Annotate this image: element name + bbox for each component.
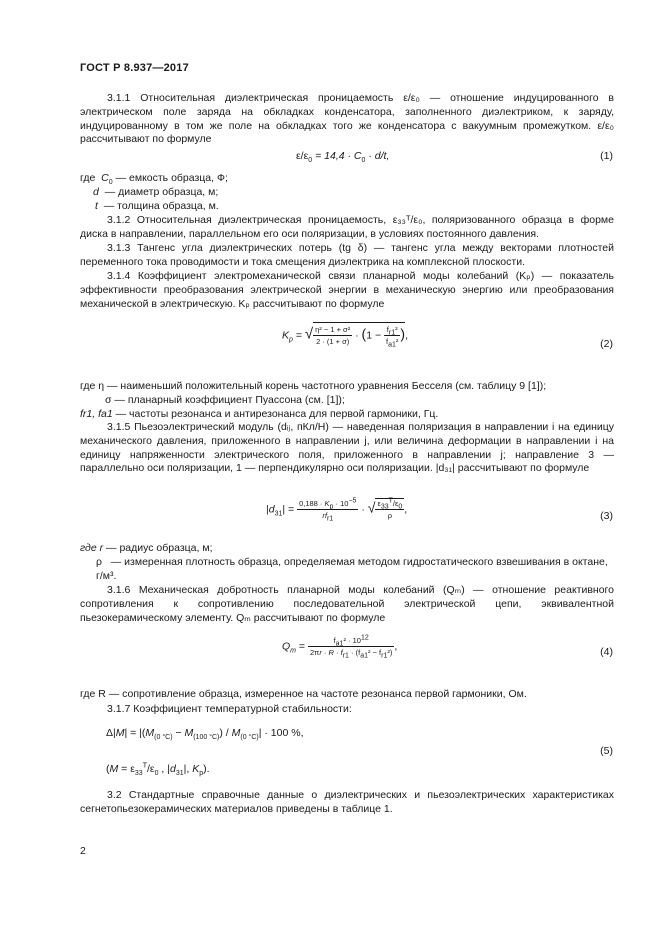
where-item: где r — радиус образца, м; [80, 542, 213, 554]
page-number: 2 [80, 845, 86, 857]
formula-5-line2: ($M = \varepsilon_{33}^T/\varepsilon_0$ , $|d_{31}|$, $K_p$). [106, 762, 210, 778]
where-item: где $C_0$ — емкость образца, Ф; [80, 172, 228, 187]
formula-3-number: (3) [600, 510, 613, 522]
paragraph-3-1-1: 3.1.1 Относительная диэлектрическая проницаемость ε/ε₀ — отношение индуцированного в электрическом поле заряда на обкладках конденсатора, заполненного диэлектриком, к заряду, индуцированному в том же поле на обкладках того же конденсатора с вакуумным промежутком. ε/ε₀ рассчитывают по формуле [80, 92, 614, 146]
paragraph-3-2: 3.2 Стандартные справочные данные о диэлектрических и пьезоэлектрических характеристиках сегнетопьезокерамических материалов приведены в таблице 1. [80, 789, 614, 815]
where-4: где R — сопротивление образца, измеренное на частоте резонанса первой гармоники, Ом. [80, 688, 527, 700]
formula-5-line1: $\Delta|M| = |(M_{(0 ^\circ C)} - M_{(100 ^\circ C)}) / M_{(0 ^\circ C)}| \cdot 100$ %, [106, 727, 304, 742]
paragraph-3-1-3: 3.1.3 Тангенс угла диэлектрических потерь (tg δ) — тангенс угла между векторами плотностей переменного тока проводимости и тока смещения диэлектрика на комплексной плоскости. [80, 242, 614, 268]
where-item: σ — планарный коэффициент Пуассона (см. [1]); [105, 393, 345, 406]
formula-4-number: (4) [600, 646, 613, 658]
document-header: ГОСТ Р 8.937—2017 [80, 62, 189, 74]
formula-1-number: (1) [600, 150, 613, 162]
where-list-2 [80, 380, 614, 421]
formula-2: $K_p$ = √ $\frac{\text{η² − 1 + σ²}}{2 \cdot (1 + \sigma)}$ · (1 − $\frac{f_{r1}^2}{f_{a1}^2}$ ), [282, 322, 408, 346]
where-list-3 [80, 542, 614, 583]
where-item: где η — наименьший положительный корень частотного уравнения Бесселя (см. таблицу 9 [1]); [80, 380, 547, 392]
formula-5-number: (5) [600, 745, 613, 757]
formula-1: $\varepsilon/\varepsilon_0 = 14,4 \cdot C_0 \cdot d/t$, [296, 150, 390, 165]
paragraph-3-1-6: 3.1.6 Механическая добротность планарной моды колебаний (Qₘ) — отношение реактивного сопротивления к сопротивлению последовательной электрической цепи, эквивалентной пьезокерамическому элементу. Qₘ рассчитывают по формуле [80, 584, 614, 624]
formula-4: $Q_m$ = $\frac{f_{a1}^2 \cdot 10^{12}}{2\pi r \cdot R \cdot f_{r1} \cdot (f_{a1}^2 - f_{r1}^2)}$ , [282, 634, 398, 660]
where-item: d — диаметр образца, м; [93, 185, 219, 198]
where-item: t — толщина образца, м. [95, 199, 219, 212]
where-item: ρ — измеренная плотность образца, определяемая методом гидростатического взвешивания в октане, г/м³. [96, 555, 608, 582]
where-list-1 [80, 172, 614, 213]
formula-3: $|d_{31}|$ = $\frac{0,188 \cdot K_p \cdot 10^{-5}}{rf_{r1}}$ · √ $\frac{\varepsilon_{33}^T/\varepsilon_0}{\rho}$ , [266, 497, 408, 523]
paragraph-3-1-7: 3.1.7 Коэффициент температурной стабильности: [107, 703, 352, 715]
paragraph-3-1-5: 3.1.5 Пьезоэлектрический модуль (dᵢⱼ, пКл/Н) — наведенная поляризация в направлении i на единицу механического давления, приложенного в направлении j, или величина деформации в направлении i на единицу напряженности электрического поля, приложенного в направлении j; направление 3 — параллельно оси поляризации, 1 — перпендикулярно оси поляризации. |d₃₁| рассчитывают по формуле [80, 421, 614, 475]
where-item: fr1, fa1 — частоты резонанса и антирезонанса для первой гармоники, Гц. [80, 407, 439, 420]
paragraph-3-1-2: 3.1.2 Относительная диэлектрическая проницаемость, ε₃₃ᵀ/ε₀, поляризованного образца в форме диска в направлении, параллельном его оси поляризации, в условиях постоянного давления. [80, 214, 614, 240]
formula-2-number: (2) [600, 338, 613, 350]
paragraph-3-1-4: 3.1.4 Коэффициент электромеханической связи планарной моды колебаний (Kₚ) — показатель эффективности преобразования электрической энергии в механическую энергию или преобразования механической в электрическую. Kₚ рассчитывают по формуле [80, 270, 614, 310]
